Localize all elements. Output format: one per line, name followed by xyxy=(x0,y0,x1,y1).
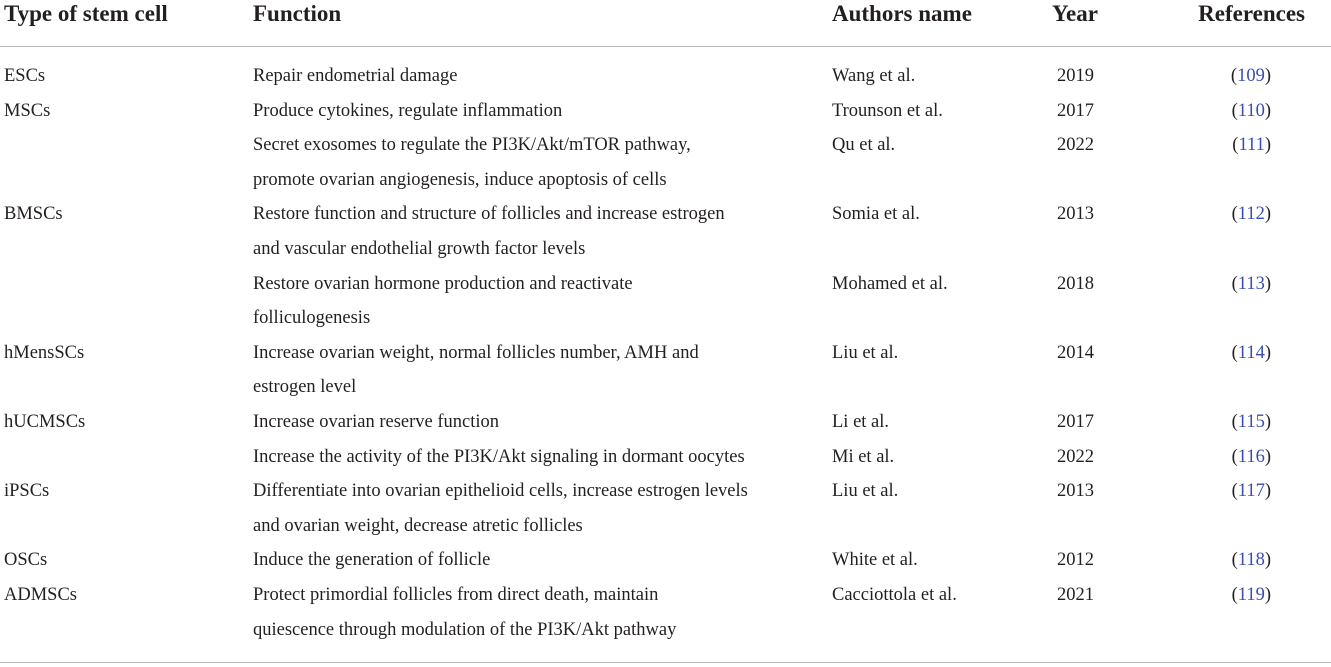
cell-year: 2022 xyxy=(1057,135,1094,156)
reference-link[interactable]: 114 xyxy=(1237,342,1265,363)
cell-reference: (112) xyxy=(1231,204,1271,225)
header-references: References xyxy=(1198,1,1305,26)
cell-authors-name: Qu et al. xyxy=(832,135,896,156)
cell-authors-name: Li et al. xyxy=(832,412,890,432)
reference-link[interactable]: 118 xyxy=(1237,550,1265,571)
cell-stem-cell-type: ESCs xyxy=(4,66,46,86)
cell-function xyxy=(253,474,748,543)
cell-function xyxy=(253,267,633,336)
cell-stem-cell-type: MSCs xyxy=(4,100,51,121)
cell-function xyxy=(253,94,562,129)
cell-year: 2013 xyxy=(1057,481,1094,502)
cell-authors-name: Liu et al. xyxy=(832,342,899,363)
header-divider xyxy=(0,46,1331,47)
function-line: Restore function and structure of follicles and increase estrogen xyxy=(253,204,725,225)
function-line: estrogen level xyxy=(253,377,357,398)
function-line: Differentiate into ovarian epithelioid cells, increase estrogen levels xyxy=(253,481,748,502)
cell-authors-name: Mohamed et al. xyxy=(832,273,948,294)
cell-year: 2017 xyxy=(1057,412,1094,432)
cell-reference: (110) xyxy=(1231,100,1271,121)
function-line: and vascular endothelial growth factor levels xyxy=(253,238,586,259)
function-line: Secret exosomes to regulate the PI3K/Akt/mTOR pathway, xyxy=(253,135,691,156)
cell-year: 2021 xyxy=(1057,585,1094,605)
cell-function xyxy=(253,405,499,440)
reference-link[interactable]: 119 xyxy=(1237,585,1265,605)
function-line: and ovarian weight, decrease atretic follicles xyxy=(253,515,583,536)
table-bottom-rule xyxy=(0,662,1331,663)
cell-year: 2013 xyxy=(1057,204,1094,225)
cell-function xyxy=(253,336,699,405)
cell-authors-name: Mi et al. xyxy=(832,446,895,467)
cell-authors-name: Cacciottola et al. xyxy=(832,585,957,605)
header-authors-name: Authors name xyxy=(832,1,972,26)
table-header xyxy=(0,0,1331,46)
cell-authors-name: Somia et al. xyxy=(832,204,920,225)
reference-link[interactable]: 110 xyxy=(1237,100,1265,121)
function-line: Induce the generation of follicle xyxy=(253,550,491,571)
cell-reference: (111) xyxy=(1232,135,1271,156)
function-line: promote ovarian angiogenesis, induce apoptosis of cells xyxy=(253,169,667,190)
function-line: Protect primordial follicles from direct death, maintain xyxy=(253,585,659,605)
cell-function xyxy=(253,543,490,578)
cell-stem-cell-type: hMensSCs xyxy=(4,342,85,363)
cell-reference: (118) xyxy=(1231,550,1271,571)
function-line: Repair endometrial damage xyxy=(253,66,458,86)
cell-function xyxy=(253,578,676,647)
function-line: Increase ovarian reserve function xyxy=(253,412,500,432)
cell-reference: (109) xyxy=(1230,66,1271,86)
reference-link[interactable]: 111 xyxy=(1238,135,1265,156)
reference-link[interactable]: 115 xyxy=(1237,412,1265,432)
cell-reference: (113) xyxy=(1231,273,1271,294)
cell-stem-cell-type: BMSCs xyxy=(4,204,63,225)
header-year: Year xyxy=(1052,1,1098,26)
cell-stem-cell-type: OSCs xyxy=(4,550,48,571)
cell-reference: (116) xyxy=(1231,446,1271,467)
cell-function xyxy=(253,128,691,197)
reference-link[interactable]: 113 xyxy=(1237,273,1265,294)
cell-reference: (117) xyxy=(1231,481,1271,502)
cell-authors-name: Trounson et al. xyxy=(832,100,943,121)
cell-year: 2012 xyxy=(1057,550,1094,571)
cell-stem-cell-type: ADMSCs xyxy=(4,585,77,605)
cell-stem-cell-type: iPSCs xyxy=(4,481,50,502)
reference-link[interactable]: 112 xyxy=(1237,204,1265,225)
cell-function xyxy=(253,59,457,94)
function-line: folliculogenesis xyxy=(253,308,371,329)
cell-authors-name: White et al. xyxy=(832,550,918,571)
cell-reference: (114) xyxy=(1231,342,1271,363)
function-line: Increase the activity of the PI3K/Akt signaling in dormant oocytes xyxy=(253,446,745,467)
cell-year: 2018 xyxy=(1057,273,1094,294)
reference-link[interactable]: 109 xyxy=(1237,66,1265,86)
header-function: Function xyxy=(253,1,342,26)
cell-function xyxy=(253,440,745,475)
function-line: Increase ovarian weight, normal follicles number, AMH and xyxy=(253,342,699,363)
reference-link[interactable]: 117 xyxy=(1237,481,1265,502)
cell-reference: (115) xyxy=(1231,412,1271,432)
reference-link[interactable]: 116 xyxy=(1237,446,1265,467)
cell-function xyxy=(253,197,725,266)
cell-reference: (119) xyxy=(1231,585,1271,605)
cell-year: 2014 xyxy=(1057,342,1094,363)
cell-stem-cell-type: hUCMSCs xyxy=(4,412,86,432)
cell-authors-name: Wang et al. xyxy=(832,66,916,86)
cell-year: 2017 xyxy=(1057,100,1094,121)
function-line: Restore ovarian hormone production and reactivate xyxy=(253,273,633,294)
function-line: quiescence through modulation of the PI3K/Akt pathway xyxy=(253,619,677,640)
header-type-of-stem-cell: Type of stem cell xyxy=(4,1,168,26)
cell-year: 2022 xyxy=(1057,446,1094,467)
cell-year: 2019 xyxy=(1057,66,1094,86)
cell-authors-name: Liu et al. xyxy=(832,481,899,502)
function-line: Produce cytokines, regulate inflammation xyxy=(253,100,563,121)
